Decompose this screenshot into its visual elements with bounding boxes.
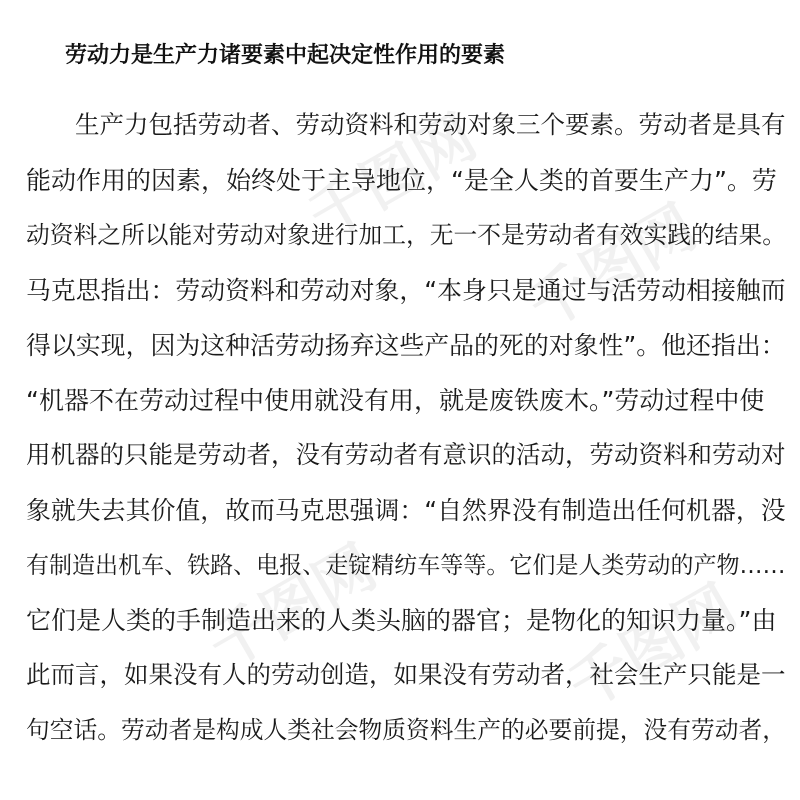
paragraph-line: 有制造出机车、铁路、电报、走锭精纺车等等。它们是人类劳动的产物…… bbox=[26, 553, 786, 579]
paragraph-line: 动资料之所以能对劳动对象进行加工，无一不是劳动者有效实践的结果。 bbox=[26, 221, 787, 249]
watermark: 千图网 bbox=[557, 572, 748, 723]
paragraph-line: 它们是人类的手制造出来的人类头脑的器官；是物化的知识力量。”由 bbox=[26, 606, 777, 635]
paragraph-line: 此而言，如果没有人的劳动创造，如果没有劳动者，社会生产只能是一 bbox=[26, 660, 786, 689]
paragraph-line: 象就失去其价值，故而马克思强调：“自然界没有制造出任何机器，没 bbox=[26, 496, 786, 525]
paragraph-line: 句空话。劳动者是构成人类社会物质资料生产的必要前提，没有劳动者， bbox=[26, 716, 787, 744]
paragraph-line: “机器不在劳动过程中使用就没有用，就是废铁废木。”劳动过程中使 bbox=[26, 386, 765, 415]
document-heading: 劳动力是生产力诸要素中起决定性作用的要素 bbox=[65, 43, 506, 68]
watermark: 千图网 bbox=[297, 102, 488, 253]
paragraph-line: 能动作用的因素，始终处于主导地位，“是全人类的首要生产力”。劳 bbox=[26, 166, 777, 195]
paragraph-line: 得以实现，因为这种活劳动扬弃这些产品的死的对象性”。他还指出： bbox=[26, 331, 786, 360]
paragraph-line: 用机器的只能是劳动者，没有劳动者有意识的活动，劳动资料和劳动对 bbox=[26, 440, 786, 469]
paragraph-line: 生产力包括劳动者、劳动资料和劳动对象三个要素。劳动者是具有 bbox=[26, 110, 786, 139]
watermark: 千图网 bbox=[197, 532, 388, 683]
watermark: 千图网 bbox=[517, 192, 708, 343]
paragraph-line: 马克思指出：劳动资料和劳动对象，“本身只是通过与活劳动相接触而 bbox=[26, 276, 786, 305]
